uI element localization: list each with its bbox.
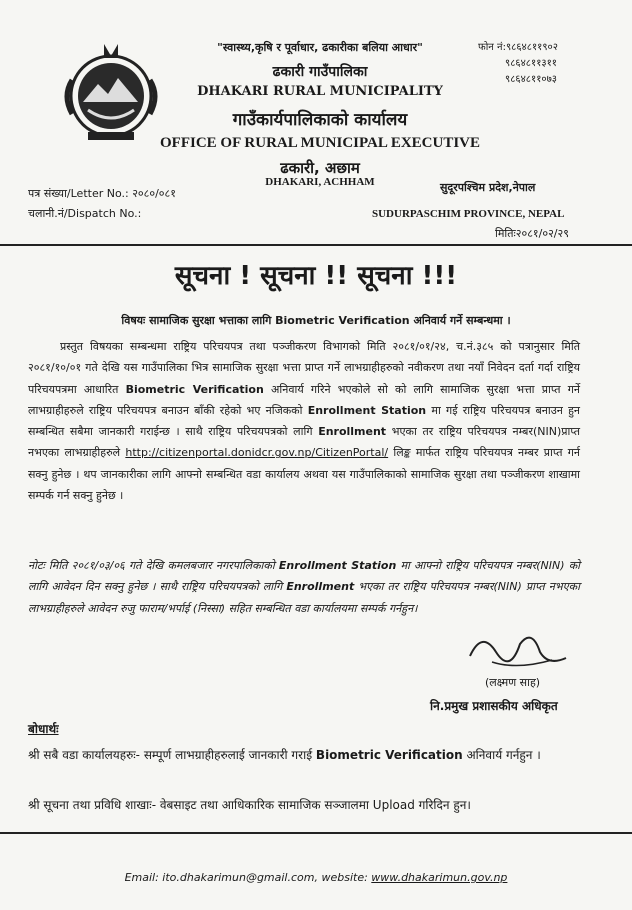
recipient-1-text: श्री सबै वडा कार्यालयहरुः- सम्पूर्ण लाभग्राहीहरुलाई जानकारी गराई bbox=[28, 748, 313, 762]
footer-website-link[interactable]: www.dhakarimun.gov.np bbox=[371, 871, 508, 884]
body-part-2: अनिवार्य गरिने भएकोले सो को लागि सामाजिक सुरक्षा भत्ता प्राप्त गर्ने लाभग्राहीहरुले राष्ट्रिय परिचयपत्र बनाउन बाँकी रहेको भए नजिकको bbox=[28, 382, 580, 417]
note-bold-2: Enrollment bbox=[286, 580, 355, 594]
recipients-label: बोधार्थः bbox=[28, 722, 59, 736]
letter-number: पत्र संख्या/Letter No.: २०८०/०८१ bbox=[28, 187, 176, 200]
body-part-5: लिङ्क मार्फत राष्ट्रिय परिचयपत्र नम्बर प्राप्त गर्न सक्नु हुनेछ । थप जानकारीका लागि आफ्नो सम्बन्धित वडा कार्यालय अथवा यस गाउँपालिकाको सामाजिक सुरक्षा तथा पञ्जीकरण शाखामा सम्पर्क गर्न सक्नु हुनेछ । bbox=[28, 446, 581, 503]
province-np: सुदूरपश्चिम प्रदेश,नेपाल bbox=[440, 181, 536, 194]
phone-3: ९८६४८११०७३ bbox=[505, 74, 557, 85]
note-part-3: भएका तर राष्ट्रिय परिचयपत्र नम्बर(NIN) प्राप्त नभएका लाभग्राहीहरुले आवेदन रुजु फाराम/भर्पाई (निस्सा) सहित सम्बन्धित वडा कार्यालयमा सम्पर्क गर्नहुन। bbox=[28, 580, 580, 615]
phone-2: ९८६४८११३११ bbox=[505, 58, 557, 69]
municipality-name-np: ढकारी गाउँपालिका bbox=[272, 64, 368, 80]
province-en: SUDURPASCHIM PROVINCE, NEPAL bbox=[372, 208, 565, 220]
notice-note bbox=[28, 555, 580, 619]
signatory-name: (लक्ष्मण साह) bbox=[485, 676, 541, 689]
body-bold-3: Enrollment bbox=[318, 425, 387, 439]
recipient-1-bold: Biometric Verification bbox=[315, 748, 463, 762]
body-part-3: मा गई राष्ट्रिय परिचयपत्र बनाउन हुन सम्बन्धित सबैमा जानकारी गराईन्छ । साथै राष्ट्रिय परिचयपत्रको लागि bbox=[28, 403, 581, 439]
nepal-emblem-icon bbox=[58, 40, 164, 146]
dispatch-number: चलानी.नं/Dispatch No.: bbox=[28, 207, 142, 220]
body-bold-2: Enrollment Station bbox=[307, 403, 427, 417]
citizen-portal-link[interactable]: http://citizenportal.donidcr.gov.np/CitizenPortal/ bbox=[125, 446, 389, 460]
body-part-4: भएका तर राष्ट्रिय परिचयपत्र नम्बर(NIN)प्राप्त नभएका लाभग्राहीहरुले bbox=[28, 425, 581, 460]
place-en: DHAKARI, ACHHAM bbox=[265, 176, 375, 188]
footer-email: Email: ito.dhakarimun@gmail.com, website: bbox=[124, 871, 368, 884]
place-np: ढकारी, अछाम bbox=[280, 159, 360, 177]
note-part-1: नोटः मिति २०८१/०३/०६ गते देखि कमलबजार नगरपालिकाको bbox=[28, 559, 275, 572]
body-part-1: प्रस्तुत विषयका सम्बन्धमा राष्ट्रिय परिचयपत्र तथा पञ्जीकरण विभागको मिति २०८१/०१/२४, च.नं.३८५ को पत्रानुसार मिति २०८१/१०/०१ गते देखि यस गाउँपालिका भित्र सामाजिक सुरक्षा भत्ता प्राप्त गर्ने लाभग्राहीहरुको नवीकरण तथा नयाँ निवेदन दर्ता गर्दा राष्ट्रिय परिचयपत्रमा आधारित bbox=[28, 340, 580, 396]
recipient-1-end: अनिवार्य गर्नहुन । bbox=[466, 748, 541, 762]
date: मितिः२०८१/०२/२९ bbox=[495, 227, 569, 240]
footer-divider bbox=[0, 832, 632, 834]
notice-heading: सूचना ! सूचना !! सूचना !!! bbox=[174, 261, 458, 291]
notice-body bbox=[28, 336, 580, 506]
signatory-title: नि.प्रमुख प्रशासकीय अधिकृत bbox=[430, 699, 558, 713]
note-bold-1: Enrollment Station bbox=[278, 559, 397, 572]
motto: "स्वास्थ्य,कृषि र पूर्वाधार, ढकारीका बलिया आधार" bbox=[217, 41, 423, 54]
notice-subject: विषयः सामाजिक सुरक्षा भत्ताका लागि Biometric Verification अनिवार्य गर्ने सम्बन्धमा । bbox=[121, 314, 511, 327]
recipient-item-1 bbox=[28, 743, 583, 768]
header-divider bbox=[0, 244, 632, 246]
note-part-2: मा आफ्नो राष्ट्रिय परिचयपत्र नम्बर(NIN) को लागि आवेदन दिन सक्नु हुनेछ । साथै राष्ट्रिय परिचयपत्रको लागि bbox=[28, 559, 580, 594]
office-name-np: गाउँकार्यपालिकाको कार्यालय bbox=[232, 110, 408, 130]
phone-numbers bbox=[478, 40, 558, 88]
municipality-name-en: DHAKARI RURAL MUNICIPALITY bbox=[197, 84, 443, 99]
body-bold-1: Biometric Verification bbox=[125, 382, 264, 396]
phone-1: फोन नं:९८६४८११९०२ bbox=[478, 42, 558, 53]
footer bbox=[0, 871, 632, 884]
office-name-en: OFFICE OF RURAL MUNICIPAL EXECUTIVE bbox=[159, 135, 481, 151]
signature-mark-icon bbox=[462, 622, 572, 674]
recipient-item-2: श्री सूचना तथा प्रविधि शाखाः- वेबसाइट तथा आधिकारिक सामाजिक सञ्जालमा Upload गरिदिन हुन। bbox=[28, 798, 471, 812]
